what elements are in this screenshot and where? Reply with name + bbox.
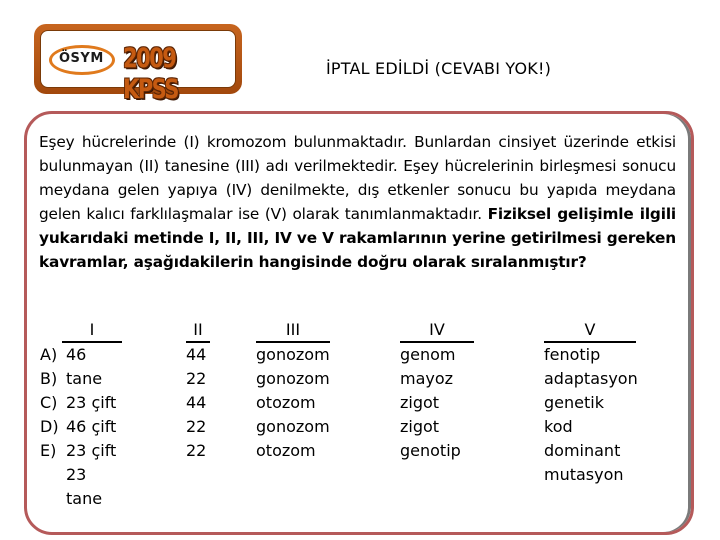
question-body: Eşey hücrelerinde (I) kromozom bulunmaktadır. Bunlardan cinsiyet üzerinde etkisi bulunmayan (II) tanesine (III) adı verilmektedir. Eşey hücrelerinin birleşmesi sonucu meydana gelen yapıya (IV) denilmekte, dış etkenler sonucu bu yapıda meydana gelen kalıcı farklılaşmalar ise (V) olarak tanımlanmaktadır. bbox=[39, 133, 676, 223]
answer-cell: 22 bbox=[186, 441, 207, 460]
column-header: III bbox=[256, 319, 330, 343]
osym-brand bbox=[49, 45, 121, 75]
answer-cell: fenotip bbox=[544, 345, 601, 364]
answer-cell: 23 çift bbox=[66, 393, 117, 412]
answer-cell: mayoz bbox=[400, 369, 454, 388]
answer-cell: dominant bbox=[544, 441, 621, 460]
answer-column-1 bbox=[62, 319, 122, 511]
osym-kpss-logo bbox=[34, 24, 242, 105]
option-letter[interactable]: D) bbox=[40, 417, 59, 436]
question-stem: Fiziksel gelişimle ilgili yukarıdaki metinde I, II, III, IV ve V rakamlarının yerine getirilmesi gereken kavramlar, aşağıdakilerin hangisinde doğru olarak sıralanmıştır? bbox=[39, 205, 677, 271]
logo-year-title: 2009 KPSS bbox=[123, 43, 178, 105]
answer-cell: genetik kod bbox=[544, 393, 604, 436]
answer-cell: 23 tane bbox=[66, 465, 103, 508]
answer-cell: 22 bbox=[186, 417, 207, 436]
column-header: IV bbox=[400, 319, 474, 343]
answer-cell: 23 çift bbox=[66, 441, 117, 460]
column-header: V bbox=[544, 319, 636, 343]
answer-cell: adaptasyon bbox=[544, 369, 638, 388]
answer-cell: 44 bbox=[186, 345, 207, 364]
option-letter[interactable]: C) bbox=[40, 393, 58, 412]
answer-column-5 bbox=[544, 319, 636, 487]
answer-column-3 bbox=[256, 319, 330, 463]
answer-cell: 22 bbox=[186, 369, 207, 388]
answer-cell: 46 tane bbox=[66, 345, 103, 388]
answer-column-4 bbox=[400, 319, 474, 463]
answer-cell: gonozom bbox=[256, 417, 330, 436]
answer-cell: gonozom bbox=[256, 345, 330, 364]
osym-brand-text: ÖSYM bbox=[59, 51, 104, 66]
option-letter[interactable]: A) bbox=[40, 345, 58, 364]
column-header: II bbox=[186, 319, 210, 343]
logo-panel bbox=[40, 30, 236, 105]
answer-cell: 46 çift bbox=[66, 417, 117, 436]
question-text bbox=[39, 130, 676, 274]
answer-cell: mutasyon bbox=[544, 465, 624, 484]
answer-cell: zigot bbox=[400, 417, 440, 436]
answer-cell: otozom bbox=[256, 393, 316, 412]
option-letter[interactable]: B) bbox=[40, 369, 58, 388]
answer-cell: genom bbox=[400, 345, 456, 364]
answer-cell: genotip bbox=[400, 441, 461, 460]
answer-column-2 bbox=[186, 319, 210, 463]
option-letter[interactable]: E) bbox=[40, 441, 57, 460]
page-title: İPTAL EDİLDİ (CEVABI YOK!) bbox=[326, 59, 552, 78]
column-header: I bbox=[62, 319, 122, 343]
answer-cell: otozom bbox=[256, 441, 316, 460]
answer-cell: gonozom bbox=[256, 369, 330, 388]
answer-cell: zigot bbox=[400, 393, 440, 412]
answer-cell: 44 bbox=[186, 393, 207, 412]
